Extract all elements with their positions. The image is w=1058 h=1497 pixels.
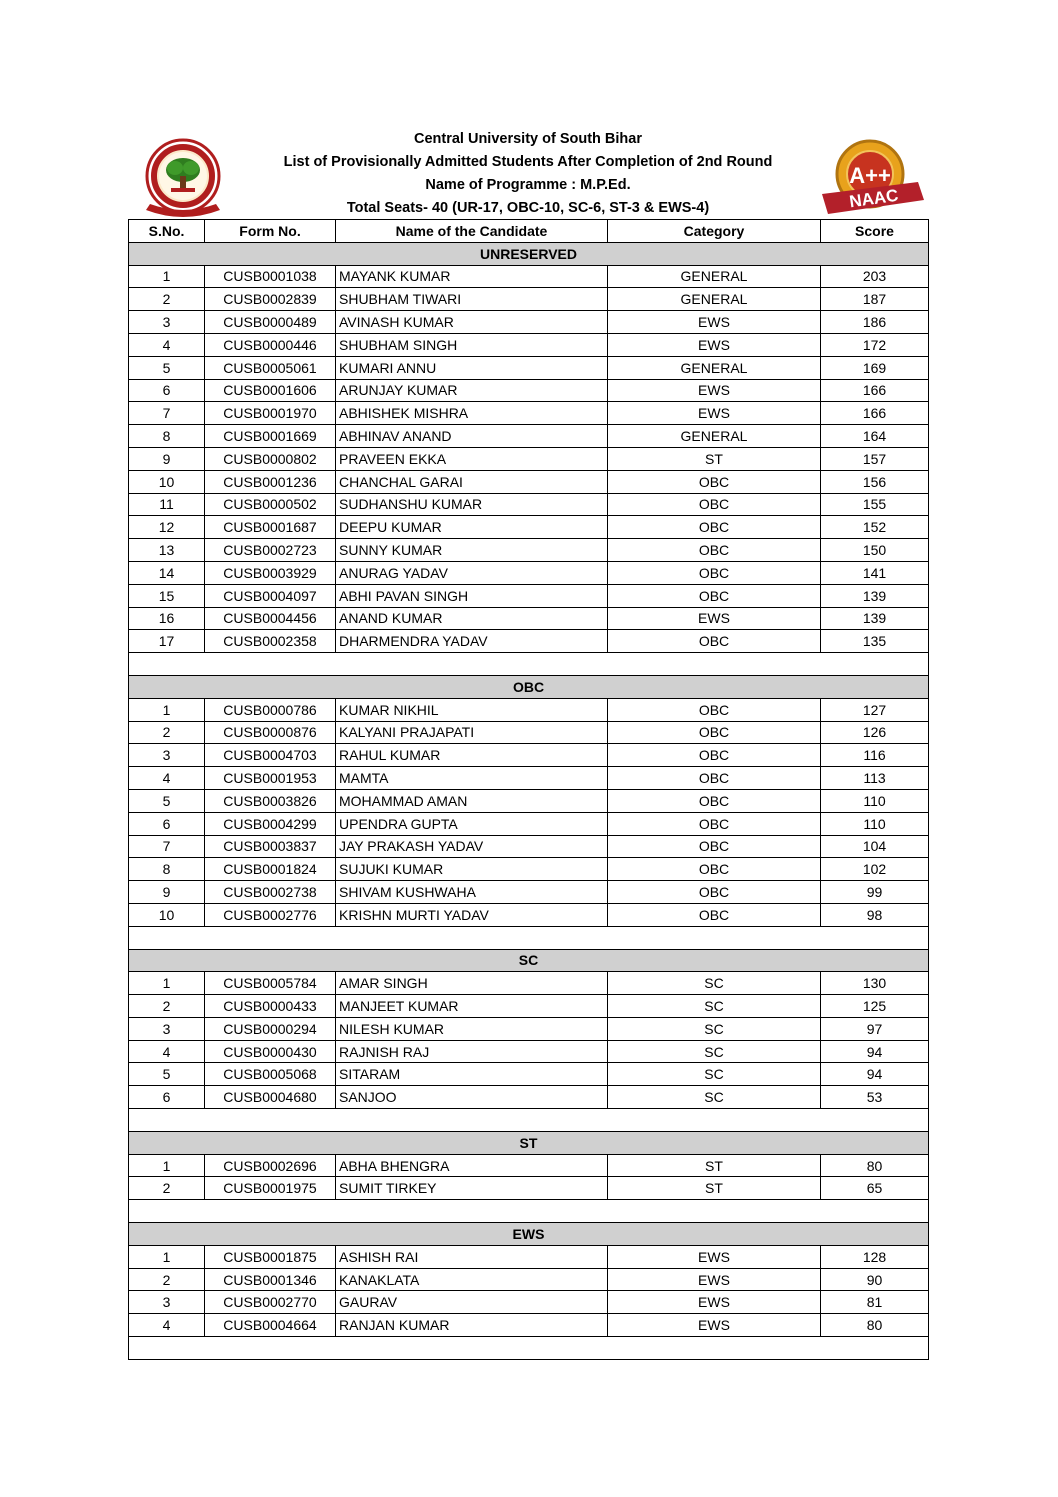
cell-name: ASHISH RAI <box>336 1245 608 1268</box>
cell-category: SC <box>608 1086 821 1109</box>
table-row <box>129 516 929 539</box>
cell-category: OBC <box>608 881 821 904</box>
table-row <box>129 1063 929 1086</box>
cell-name: RAJNISH RAJ <box>336 1040 608 1063</box>
cell-category: ST <box>608 1177 821 1200</box>
section-header-row <box>129 242 929 265</box>
cell-sno: 1 <box>129 1245 205 1268</box>
cell-name: SHIVAM KUSHWAHA <box>336 881 608 904</box>
cell-form-no: CUSB0000430 <box>205 1040 336 1063</box>
table-row <box>129 1040 929 1063</box>
cell-form-no: CUSB0002839 <box>205 288 336 311</box>
cell-score: 110 <box>821 812 929 835</box>
cell-sno: 5 <box>129 356 205 379</box>
admission-table <box>128 219 929 1360</box>
cell-category: OBC <box>608 561 821 584</box>
cell-sno: 13 <box>129 539 205 562</box>
cell-category: OBC <box>608 516 821 539</box>
table-row <box>129 767 929 790</box>
university-name: Central University of South Bihar <box>413 131 642 147</box>
cell-sno: 2 <box>129 995 205 1018</box>
cell-form-no: CUSB0004664 <box>205 1314 336 1337</box>
cell-category: GENERAL <box>608 425 821 448</box>
list-title: List of Provisionally Admitted Students After Completion of 2nd Round <box>283 154 773 170</box>
cell-category: SC <box>608 1040 821 1063</box>
table-row <box>129 311 929 334</box>
cell-form-no: CUSB0001038 <box>205 265 336 288</box>
cell-category: OBC <box>608 903 821 926</box>
table-row <box>129 721 929 744</box>
cell-form-no: CUSB0000502 <box>205 493 336 516</box>
table-row <box>129 1177 929 1200</box>
table-row <box>129 447 929 470</box>
cell-category: OBC <box>608 584 821 607</box>
cell-score: 128 <box>821 1245 929 1268</box>
table-row <box>129 1086 929 1109</box>
table-row <box>129 493 929 516</box>
cell-form-no: CUSB0002696 <box>205 1154 336 1177</box>
cell-name: NILESH KUMAR <box>336 1017 608 1040</box>
section-header-row <box>129 675 929 698</box>
table-row <box>129 1291 929 1314</box>
cell-sno: 9 <box>129 447 205 470</box>
cell-category: OBC <box>608 812 821 835</box>
cell-score: 164 <box>821 425 929 448</box>
cell-name: MAMTA <box>336 767 608 790</box>
cell-category: EWS <box>608 379 821 402</box>
cell-form-no: CUSB0001953 <box>205 767 336 790</box>
cell-sno: 15 <box>129 584 205 607</box>
cell-name: AMAR SINGH <box>336 972 608 995</box>
cell-score: 186 <box>821 311 929 334</box>
cell-form-no: CUSB0000489 <box>205 311 336 334</box>
table-row <box>129 470 929 493</box>
cell-name: MANJEET KUMAR <box>336 995 608 1018</box>
cell-score: 166 <box>821 402 929 425</box>
col-header-form-no: Form No. <box>205 220 336 243</box>
cell-sno: 4 <box>129 1040 205 1063</box>
cell-category: EWS <box>608 402 821 425</box>
cell-score: 102 <box>821 858 929 881</box>
cell-form-no: CUSB0001875 <box>205 1245 336 1268</box>
naac-grade-text: A++ <box>849 163 891 188</box>
cell-form-no: CUSB0000786 <box>205 698 336 721</box>
cell-name: ARUNJAY KUMAR <box>336 379 608 402</box>
cell-name: ANURAG YADAV <box>336 561 608 584</box>
cell-form-no: CUSB0000802 <box>205 447 336 470</box>
cell-score: 65 <box>821 1177 929 1200</box>
cell-sno: 12 <box>129 516 205 539</box>
cell-score: 104 <box>821 835 929 858</box>
section-title: OBC <box>129 675 929 698</box>
naac-ribbon-text: NAAC <box>848 185 900 212</box>
spacer-row <box>129 1200 929 1223</box>
cell-score: 125 <box>821 995 929 1018</box>
cell-sno: 10 <box>129 903 205 926</box>
table-row <box>129 607 929 630</box>
cell-name: KRISHN MURTI YADAV <box>336 903 608 926</box>
cell-form-no: CUSB0001970 <box>205 402 336 425</box>
spacer-cell <box>129 1337 929 1360</box>
cell-form-no: CUSB0003929 <box>205 561 336 584</box>
cell-category: OBC <box>608 767 821 790</box>
total-seats: Total Seats- 40 (UR-17, OBC-10, SC-6, ST-3 & EWS-4) <box>346 200 710 216</box>
table-row <box>129 1017 929 1040</box>
cell-sno: 1 <box>129 698 205 721</box>
cell-score: 94 <box>821 1063 929 1086</box>
cell-score: 203 <box>821 265 929 288</box>
cell-category: EWS <box>608 1291 821 1314</box>
cell-name: SUDHANSHU KUMAR <box>336 493 608 516</box>
table-row <box>129 881 929 904</box>
cell-category: SC <box>608 1063 821 1086</box>
document-header <box>128 128 928 220</box>
cell-form-no: CUSB0001687 <box>205 516 336 539</box>
cell-name: SUMIT TIRKEY <box>336 1177 608 1200</box>
cell-score: 53 <box>821 1086 929 1109</box>
cell-category: SC <box>608 972 821 995</box>
cell-category: OBC <box>608 721 821 744</box>
cell-score: 135 <box>821 630 929 653</box>
table-row <box>129 584 929 607</box>
cell-name: MOHAMMAD AMAN <box>336 789 608 812</box>
cell-score: 150 <box>821 539 929 562</box>
col-header-sno: S.No. <box>129 220 205 243</box>
cell-sno: 2 <box>129 1268 205 1291</box>
col-header-score: Score <box>821 220 929 243</box>
cell-form-no: CUSB0005784 <box>205 972 336 995</box>
cell-category: OBC <box>608 789 821 812</box>
cell-name: SHUBHAM TIWARI <box>336 288 608 311</box>
table-row <box>129 812 929 835</box>
cell-category: EWS <box>608 311 821 334</box>
cell-sno: 2 <box>129 1177 205 1200</box>
cell-form-no: CUSB0004299 <box>205 812 336 835</box>
cell-category: EWS <box>608 607 821 630</box>
table-row <box>129 835 929 858</box>
section-header-row <box>129 1223 929 1246</box>
cell-category: GENERAL <box>608 356 821 379</box>
cell-category: SC <box>608 995 821 1018</box>
section-title: ST <box>129 1131 929 1154</box>
cell-category: ST <box>608 447 821 470</box>
col-header-name: Name of the Candidate <box>336 220 608 243</box>
cell-name: CHANCHAL GARAI <box>336 470 608 493</box>
table-row <box>129 561 929 584</box>
cell-form-no: CUSB0002738 <box>205 881 336 904</box>
cell-form-no: CUSB0001669 <box>205 425 336 448</box>
cell-score: 110 <box>821 789 929 812</box>
cell-sno: 7 <box>129 402 205 425</box>
spacer-row <box>129 926 929 949</box>
table-row <box>129 356 929 379</box>
spacer-cell <box>129 653 929 676</box>
cell-score: 152 <box>821 516 929 539</box>
cell-name: GAURAV <box>336 1291 608 1314</box>
cell-score: 98 <box>821 903 929 926</box>
cell-sno: 10 <box>129 470 205 493</box>
cell-sno: 4 <box>129 767 205 790</box>
table-row <box>129 858 929 881</box>
section-header-row <box>129 949 929 972</box>
cell-form-no: CUSB0001606 <box>205 379 336 402</box>
table-row <box>129 288 929 311</box>
cell-form-no: CUSB0000446 <box>205 333 336 356</box>
cell-name: UPENDRA GUPTA <box>336 812 608 835</box>
cell-sno: 1 <box>129 972 205 995</box>
spacer-cell <box>129 926 929 949</box>
table-row <box>129 789 929 812</box>
col-header-category: Category <box>608 220 821 243</box>
cell-name: RAHUL KUMAR <box>336 744 608 767</box>
cell-score: 166 <box>821 379 929 402</box>
cell-category: GENERAL <box>608 265 821 288</box>
cell-name: ABHISHEK MISHRA <box>336 402 608 425</box>
table-row <box>129 539 929 562</box>
table-row <box>129 972 929 995</box>
cell-name: MAYANK KUMAR <box>336 265 608 288</box>
table-row <box>129 744 929 767</box>
table-row <box>129 379 929 402</box>
section-title: EWS <box>129 1223 929 1246</box>
section-header-row <box>129 1131 929 1154</box>
table-row <box>129 1314 929 1337</box>
spacer-cell <box>129 1109 929 1132</box>
table-row <box>129 698 929 721</box>
cell-form-no: CUSB0005068 <box>205 1063 336 1086</box>
cell-name: KANAKLATA <box>336 1268 608 1291</box>
cell-form-no: CUSB0003837 <box>205 835 336 858</box>
cell-name: ABHI PAVAN SINGH <box>336 584 608 607</box>
cell-category: EWS <box>608 1245 821 1268</box>
cell-sno: 7 <box>129 835 205 858</box>
cell-sno: 1 <box>129 265 205 288</box>
cell-score: 80 <box>821 1314 929 1337</box>
cell-score: 116 <box>821 744 929 767</box>
cell-category: OBC <box>608 539 821 562</box>
cell-name: SUNNY KUMAR <box>336 539 608 562</box>
table-row <box>129 1245 929 1268</box>
cell-form-no: CUSB0003826 <box>205 789 336 812</box>
cell-sno: 11 <box>129 493 205 516</box>
table-body <box>129 242 929 1359</box>
cell-score: 156 <box>821 470 929 493</box>
table-row <box>129 995 929 1018</box>
cell-score: 126 <box>821 721 929 744</box>
cell-score: 139 <box>821 607 929 630</box>
cell-sno: 14 <box>129 561 205 584</box>
table-row <box>129 265 929 288</box>
spacer-cell <box>129 1200 929 1223</box>
cell-name: DHARMENDRA YADAV <box>336 630 608 653</box>
cell-name: KUMAR NIKHIL <box>336 698 608 721</box>
programme-name: Name of Programme : M.P.Ed. <box>425 177 631 193</box>
cell-sno: 2 <box>129 288 205 311</box>
cell-name: KUMARI ANNU <box>336 356 608 379</box>
cell-sno: 5 <box>129 1063 205 1086</box>
cell-sno: 5 <box>129 789 205 812</box>
cell-name: DEEPU KUMAR <box>336 516 608 539</box>
cell-form-no: CUSB0002770 <box>205 1291 336 1314</box>
cell-score: 139 <box>821 584 929 607</box>
table-row <box>129 333 929 356</box>
cell-sno: 4 <box>129 333 205 356</box>
cell-sno: 6 <box>129 812 205 835</box>
cell-score: 130 <box>821 972 929 995</box>
table-row <box>129 903 929 926</box>
cell-category: OBC <box>608 470 821 493</box>
spacer-row <box>129 1337 929 1360</box>
cell-score: 90 <box>821 1268 929 1291</box>
cell-name: ABHA BHENGRA <box>336 1154 608 1177</box>
cell-category: SC <box>608 1017 821 1040</box>
cell-name: RANJAN KUMAR <box>336 1314 608 1337</box>
cell-sno: 8 <box>129 425 205 448</box>
cell-sno: 3 <box>129 744 205 767</box>
cell-form-no: CUSB0000876 <box>205 721 336 744</box>
cell-score: 169 <box>821 356 929 379</box>
cell-form-no: CUSB0004097 <box>205 584 336 607</box>
cell-category: OBC <box>608 858 821 881</box>
cell-name: AVINASH KUMAR <box>336 311 608 334</box>
cell-score: 94 <box>821 1040 929 1063</box>
cell-score: 141 <box>821 561 929 584</box>
cell-sno: 3 <box>129 1291 205 1314</box>
cell-category: GENERAL <box>608 288 821 311</box>
cell-sno: 6 <box>129 1086 205 1109</box>
table-row <box>129 1268 929 1291</box>
cell-form-no: CUSB0004456 <box>205 607 336 630</box>
cell-score: 97 <box>821 1017 929 1040</box>
cell-category: OBC <box>608 835 821 858</box>
cell-form-no: CUSB0000433 <box>205 995 336 1018</box>
cell-form-no: CUSB0004680 <box>205 1086 336 1109</box>
table-row <box>129 425 929 448</box>
cell-sno: 16 <box>129 607 205 630</box>
cell-category: EWS <box>608 1314 821 1337</box>
cell-form-no: CUSB0001236 <box>205 470 336 493</box>
cell-form-no: CUSB0002776 <box>205 903 336 926</box>
cell-sno: 1 <box>129 1154 205 1177</box>
cell-form-no: CUSB0002358 <box>205 630 336 653</box>
table-header-row <box>129 220 929 243</box>
cell-sno: 9 <box>129 881 205 904</box>
cell-category: EWS <box>608 333 821 356</box>
cell-name: PRAVEEN EKKA <box>336 447 608 470</box>
cell-name: SUJUKI KUMAR <box>336 858 608 881</box>
cell-category: OBC <box>608 630 821 653</box>
cell-sno: 8 <box>129 858 205 881</box>
cell-sno: 17 <box>129 630 205 653</box>
cell-score: 157 <box>821 447 929 470</box>
table-row <box>129 1154 929 1177</box>
cell-category: ST <box>608 1154 821 1177</box>
cell-form-no: CUSB0004703 <box>205 744 336 767</box>
table-row <box>129 402 929 425</box>
table-row <box>129 630 929 653</box>
cell-name: ABHINAV ANAND <box>336 425 608 448</box>
cell-name: SITARAM <box>336 1063 608 1086</box>
cell-name: KALYANI PRAJAPATI <box>336 721 608 744</box>
cell-form-no: CUSB0000294 <box>205 1017 336 1040</box>
cell-name: JAY PRAKASH YADAV <box>336 835 608 858</box>
cell-name: ANAND KUMAR <box>336 607 608 630</box>
cell-score: 80 <box>821 1154 929 1177</box>
cell-score: 187 <box>821 288 929 311</box>
cell-form-no: CUSB0001346 <box>205 1268 336 1291</box>
section-title: UNRESERVED <box>129 242 929 265</box>
section-title: SC <box>129 949 929 972</box>
cell-sno: 2 <box>129 721 205 744</box>
cell-category: OBC <box>608 698 821 721</box>
cell-score: 99 <box>821 881 929 904</box>
cell-sno: 3 <box>129 311 205 334</box>
spacer-row <box>129 653 929 676</box>
cell-score: 172 <box>821 333 929 356</box>
spacer-row <box>129 1109 929 1132</box>
cell-category: OBC <box>608 744 821 767</box>
cell-category: OBC <box>608 493 821 516</box>
cell-sno: 6 <box>129 379 205 402</box>
cell-name: SANJOO <box>336 1086 608 1109</box>
cell-score: 81 <box>821 1291 929 1314</box>
cell-category: EWS <box>608 1268 821 1291</box>
cell-score: 127 <box>821 698 929 721</box>
cell-form-no: CUSB0001824 <box>205 858 336 881</box>
cell-score: 155 <box>821 493 929 516</box>
cell-sno: 4 <box>129 1314 205 1337</box>
cell-form-no: CUSB0001975 <box>205 1177 336 1200</box>
cell-name: SHUBHAM SINGH <box>336 333 608 356</box>
cell-form-no: CUSB0002723 <box>205 539 336 562</box>
cell-score: 113 <box>821 767 929 790</box>
cell-sno: 3 <box>129 1017 205 1040</box>
cell-form-no: CUSB0005061 <box>205 356 336 379</box>
